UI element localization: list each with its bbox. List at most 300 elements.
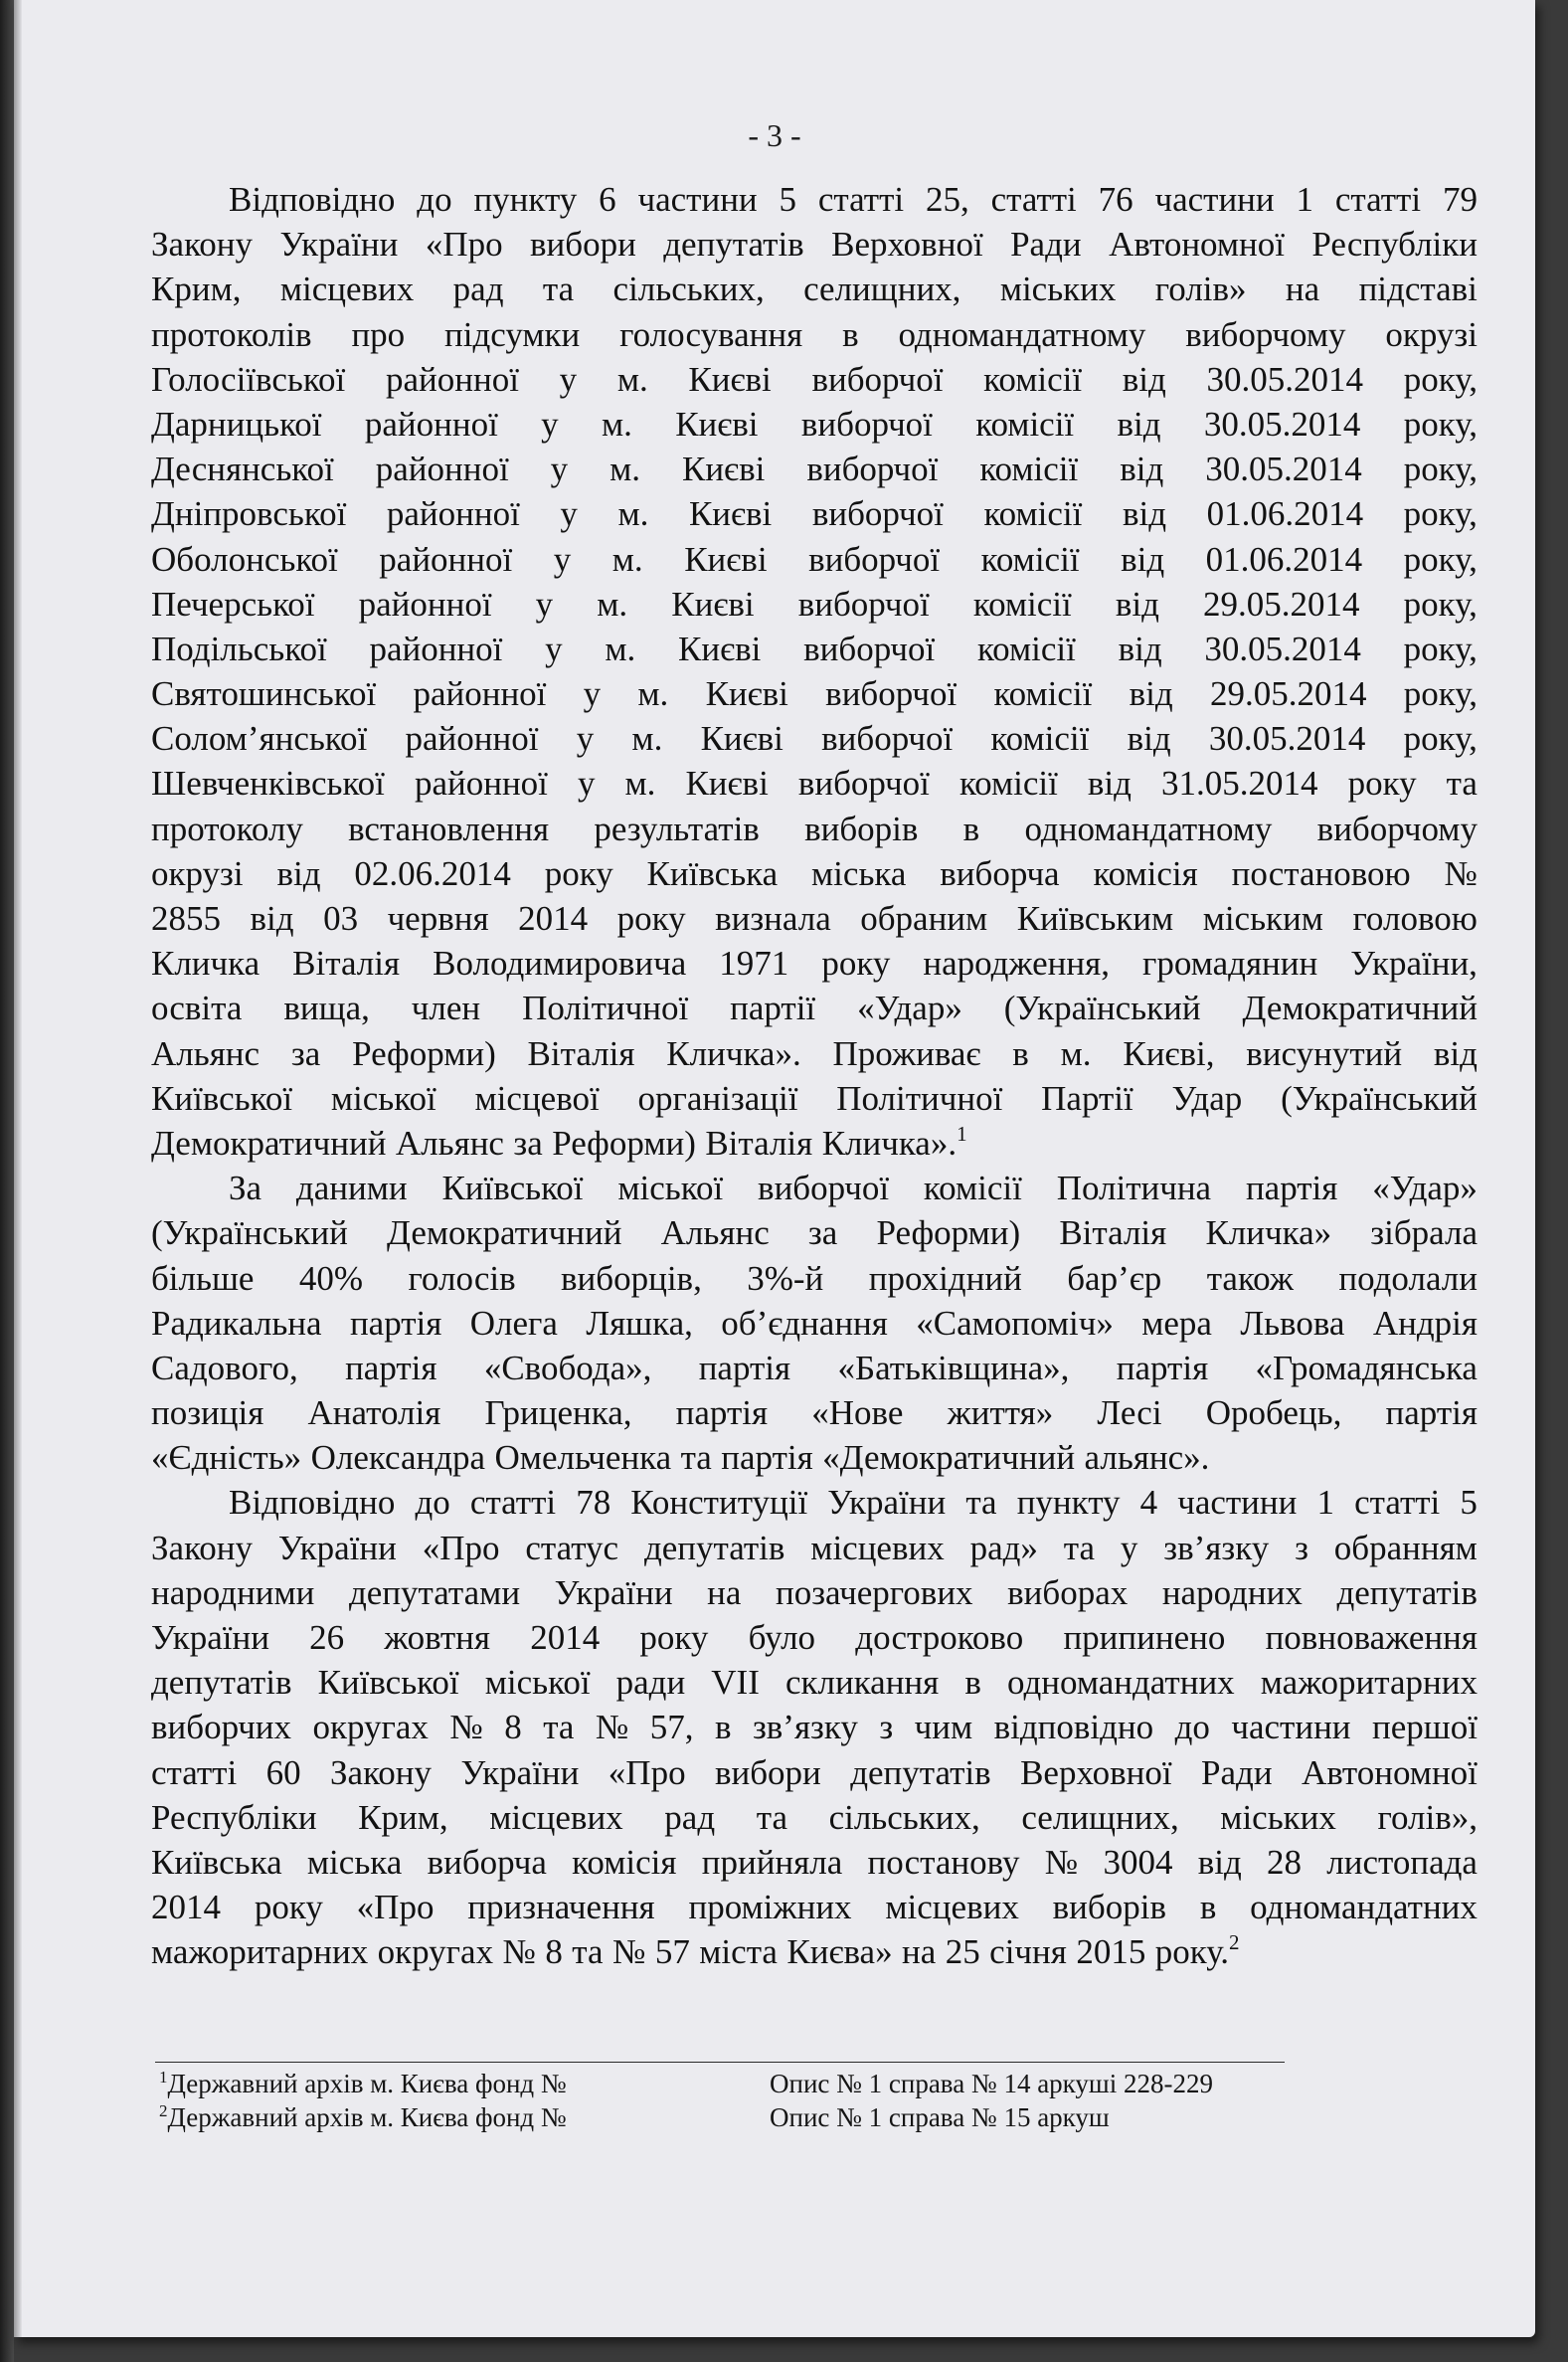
word: комісії — [958, 764, 1058, 804]
word: 57 — [654, 1932, 690, 1972]
word: міської — [484, 1663, 591, 1703]
word: та — [680, 1438, 712, 1478]
word: жовтня — [384, 1618, 490, 1657]
word: округах — [312, 1708, 429, 1747]
word: у — [583, 674, 602, 714]
word: виборчої — [821, 719, 954, 759]
word: прохідний — [868, 1258, 1022, 1298]
word: мера — [1141, 1303, 1212, 1343]
paragraph-1-line — [151, 1121, 1478, 1166]
word: 1971 — [719, 944, 789, 984]
word: зібрала — [1370, 1213, 1478, 1253]
word: одномандатному — [898, 314, 1146, 354]
paragraph-3-line — [151, 1705, 1478, 1749]
word: частини — [637, 180, 758, 219]
word: За — [229, 1169, 262, 1208]
footnote-2-reference: Опис № 1 справа № 15 аркуш — [770, 2102, 1110, 2132]
word: протоколу — [151, 809, 303, 848]
paragraph-1-line — [151, 761, 1478, 806]
paragraph-2-line — [151, 1166, 1478, 1210]
word: місцевої — [474, 1078, 600, 1118]
word: та — [543, 1708, 575, 1747]
paragraph-2-line — [151, 1301, 1478, 1346]
word: 60 — [265, 1752, 301, 1792]
paragraph-1-line — [151, 537, 1478, 582]
word: округах — [377, 1932, 494, 1972]
word: № — [502, 1932, 536, 1972]
word: України, — [1350, 944, 1478, 984]
paragraph-1-line — [151, 1031, 1478, 1076]
word: районної — [414, 764, 548, 804]
word: «Демократичний — [822, 1438, 1076, 1478]
word: виборча — [940, 853, 1060, 893]
word: Реформи) — [352, 1033, 496, 1073]
word: на — [902, 1932, 937, 1972]
word: Київська — [151, 1842, 282, 1882]
word: мажоритарних — [1260, 1663, 1478, 1703]
word: року.$^2$ — [1154, 1930, 1240, 1972]
word: 79 — [1442, 180, 1478, 219]
footnote-2-mark: 2 — [159, 2101, 168, 2120]
word: сільських, — [612, 270, 765, 309]
word: комісії — [979, 450, 1079, 489]
word: альянс». — [1084, 1438, 1210, 1478]
word: 6 — [599, 180, 616, 219]
word: року — [1347, 764, 1417, 804]
word: обранням — [1333, 1528, 1478, 1567]
word: Закону — [151, 225, 254, 265]
word: вища, — [283, 989, 370, 1028]
word: 2015 — [1076, 1932, 1146, 1972]
word: Ради — [1201, 1752, 1273, 1792]
word: Демократичний — [1242, 989, 1478, 1028]
paragraph-1-line — [151, 312, 1478, 357]
word: міських — [999, 270, 1117, 309]
word: Кличка».$^1$ — [821, 1121, 967, 1163]
word: партія — [1245, 1169, 1338, 1208]
word: Політичної — [836, 1078, 1003, 1118]
word: Республіки — [1311, 225, 1478, 265]
word: м. — [617, 494, 649, 534]
word: виборчої — [797, 764, 930, 804]
word: Києві — [671, 584, 755, 624]
footnote-separator — [155, 2062, 1285, 2063]
paragraph-1-line — [151, 716, 1478, 761]
paragraph-1-line — [151, 402, 1478, 447]
word: Святошинської — [151, 674, 377, 714]
word: Києва» — [786, 1932, 893, 1972]
footnote-1-source — [159, 2069, 567, 2098]
word: міста — [699, 1932, 778, 1972]
word: вибори — [530, 225, 636, 265]
word: за — [807, 1213, 838, 1253]
word: року — [821, 944, 891, 984]
paragraph-1-line — [151, 1076, 1478, 1121]
word: у — [535, 584, 554, 624]
word: повноваження — [1265, 1618, 1478, 1657]
word: від — [1122, 494, 1166, 534]
word: Шевченківської — [151, 764, 385, 804]
word: статті — [1334, 180, 1422, 219]
word: 31.05.2014 — [1161, 764, 1318, 804]
word: місцевих — [810, 1528, 945, 1567]
word: комісії — [983, 494, 1083, 534]
word: голів» — [1154, 270, 1247, 309]
word: рад — [452, 270, 504, 309]
paragraph-3-line — [151, 1570, 1478, 1615]
word: від — [1129, 674, 1173, 714]
word: 25 — [945, 1932, 980, 1972]
word: головою — [1352, 899, 1478, 938]
word: «Удар» — [857, 989, 962, 1028]
word: 28 — [1267, 1842, 1303, 1882]
word: виборчої — [825, 674, 958, 714]
paragraph-1-line — [151, 807, 1478, 851]
word: районної — [364, 404, 498, 444]
word: червня — [387, 899, 489, 938]
word: Києві — [678, 629, 762, 668]
word: у — [541, 404, 559, 444]
word: м. — [637, 674, 669, 714]
word: місцевих — [279, 270, 415, 309]
word: Ради — [1010, 225, 1082, 265]
word: партія — [721, 1438, 813, 1478]
word: Печерської — [151, 584, 315, 624]
word: виборах — [1007, 1572, 1129, 1612]
paragraph-3-line — [151, 1840, 1478, 1885]
word: голосування — [619, 314, 803, 354]
word: статті — [990, 180, 1077, 219]
word: у — [560, 494, 578, 534]
word: року, — [1403, 629, 1478, 668]
word: «Батьківщина», — [837, 1348, 1070, 1387]
word: у — [553, 539, 572, 579]
word: від — [1118, 629, 1162, 668]
footnote-1-mark: 1 — [159, 2068, 168, 2087]
word: комісії — [983, 359, 1083, 399]
word: Андрія — [1372, 1303, 1478, 1343]
word: в — [964, 1663, 981, 1703]
word: в — [962, 809, 980, 848]
paragraph-2-line — [151, 1435, 1478, 1480]
word: 2014 — [151, 1888, 221, 1927]
word: до — [415, 1483, 450, 1523]
word: Альянс — [151, 1033, 261, 1073]
word: бар’єр — [1067, 1258, 1162, 1298]
word: позиція — [151, 1393, 264, 1433]
word: підставі — [1358, 270, 1478, 309]
word: партія — [349, 1303, 442, 1343]
word: «Свобода», — [483, 1348, 652, 1387]
word: статус — [525, 1528, 619, 1567]
word: м. — [597, 584, 628, 624]
word: у — [1120, 1528, 1138, 1567]
word: Альянс — [660, 1213, 770, 1253]
word: та — [965, 1483, 997, 1523]
word: Проживає — [832, 1033, 981, 1073]
word: депутатами — [348, 1572, 521, 1612]
word: (Український — [1281, 1078, 1478, 1118]
word: Альянс — [395, 1123, 504, 1163]
word: у — [576, 719, 595, 759]
word: року, — [1403, 494, 1478, 534]
word: Республіки — [151, 1797, 317, 1837]
word: на — [1285, 270, 1320, 309]
word: за — [513, 1123, 543, 1163]
word: Києві — [681, 450, 766, 489]
word: України — [277, 1528, 397, 1567]
word: Києві — [688, 359, 772, 399]
word: січня — [989, 1932, 1067, 1972]
word: Відповідно — [229, 1483, 396, 1523]
word: Олега — [469, 1303, 558, 1343]
word: у — [559, 359, 578, 399]
word: скликання — [784, 1663, 940, 1703]
word: Автономної — [1301, 1752, 1478, 1792]
word: № — [612, 1932, 646, 1972]
word: народними — [151, 1572, 315, 1612]
word: також — [1206, 1258, 1294, 1298]
word: 1 — [1316, 1483, 1334, 1523]
word: від — [1117, 404, 1161, 444]
word: м. — [616, 359, 648, 399]
word: чим — [914, 1708, 973, 1747]
word: Демократичний — [387, 1213, 622, 1253]
word: зв’язку — [1163, 1528, 1270, 1567]
word: комісія — [1093, 853, 1198, 893]
word: громадянин — [1142, 944, 1318, 984]
word: Політична — [1056, 1169, 1212, 1208]
word: було — [748, 1618, 816, 1657]
word: міським — [1202, 899, 1323, 938]
word: від — [1087, 764, 1132, 804]
word: до — [1174, 1708, 1210, 1747]
word: м. — [610, 450, 641, 489]
word: у — [577, 764, 596, 804]
word: 3%-й — [747, 1258, 824, 1298]
word: Крим, — [151, 270, 242, 309]
word: міських — [1220, 1797, 1336, 1837]
word: одномандатних — [1250, 1888, 1478, 1927]
word: одномандатних — [1006, 1663, 1235, 1703]
paragraph-3-line — [151, 1929, 1478, 1974]
word: Віталія — [292, 944, 401, 984]
paragraph-2-line — [151, 1390, 1478, 1435]
word: м. — [601, 404, 632, 444]
word: виборців, — [561, 1258, 702, 1298]
word: партія — [345, 1348, 437, 1387]
word: та — [572, 1932, 604, 1972]
word: в — [1012, 1033, 1029, 1073]
word: партія — [675, 1393, 769, 1433]
word: України — [554, 1572, 673, 1612]
word: виборчої — [806, 450, 939, 489]
word: районної — [375, 450, 509, 489]
word: Автономної — [1109, 225, 1285, 265]
word: комісії — [976, 629, 1076, 668]
word: в — [714, 1708, 732, 1747]
word: від — [276, 853, 321, 893]
word: у — [545, 629, 563, 668]
word: виборів — [1052, 1888, 1166, 1927]
word: визнала — [715, 899, 831, 938]
word: 3004 — [1103, 1842, 1173, 1882]
word: виборчої — [811, 494, 944, 534]
word: 02.06.2014 — [354, 853, 511, 893]
word: обраним — [860, 899, 988, 938]
word: статті — [1354, 1483, 1441, 1523]
paragraph-1-line — [151, 491, 1478, 536]
word: припинено — [1063, 1618, 1226, 1657]
word: пункту — [473, 180, 578, 219]
word: місцевих — [489, 1797, 623, 1837]
paragraph-3-line — [151, 1526, 1478, 1570]
word: виборча — [427, 1842, 547, 1882]
word: від — [1433, 1033, 1478, 1073]
word: депутатів — [850, 1752, 991, 1792]
word: м. — [1060, 1033, 1092, 1073]
word: Києві — [705, 674, 788, 714]
word: народження, — [923, 944, 1110, 984]
word: місцевих — [885, 1888, 1019, 1927]
paragraph-1-line — [151, 986, 1478, 1030]
word: комісії — [993, 674, 1093, 714]
word: 29.05.2014 — [1209, 674, 1367, 714]
word: більше — [151, 1258, 255, 1298]
word: міська — [306, 1842, 403, 1882]
word: Києві — [688, 494, 773, 534]
body-text — [151, 177, 1478, 1975]
word: 4 — [1139, 1483, 1158, 1523]
word: № — [449, 1708, 483, 1747]
word: Верховної — [1020, 1752, 1172, 1792]
word: депутатів — [643, 1528, 785, 1567]
word: районної — [386, 494, 520, 534]
word: депутатів — [1336, 1572, 1478, 1612]
word: України — [460, 1752, 580, 1792]
word: від — [1120, 450, 1164, 489]
paragraph-3-line — [151, 1885, 1478, 1929]
word: селищних, — [1021, 1797, 1179, 1837]
word: об’єднання — [721, 1303, 888, 1343]
word: від — [1122, 359, 1166, 399]
word: на — [707, 1572, 742, 1612]
word: виборчому — [1185, 314, 1346, 354]
word: районної — [358, 584, 492, 624]
word: в — [1199, 1888, 1217, 1927]
word: районної — [413, 674, 547, 714]
word: статті — [469, 1483, 557, 1523]
word: про — [351, 314, 406, 354]
word: районної — [385, 359, 519, 399]
word: 40% — [298, 1258, 364, 1298]
footnote-2-left: Державний архів м. Києва фонд № — [167, 2102, 567, 2132]
word: «Громадянська — [1255, 1348, 1478, 1387]
word: частини — [1177, 1483, 1298, 1523]
word: м. — [631, 719, 663, 759]
word: даними — [295, 1169, 408, 1208]
word: та — [1446, 764, 1478, 804]
word: мажоритарних — [151, 1932, 369, 1972]
word: та — [756, 1797, 787, 1837]
word: комісії — [923, 1169, 1022, 1208]
word: голосів — [408, 1258, 516, 1298]
paragraph-3-line — [151, 1480, 1478, 1525]
word: Віталія — [527, 1033, 635, 1073]
word: міської — [617, 1169, 724, 1208]
word: Демократичний — [151, 1123, 387, 1163]
word: виборчому — [1316, 809, 1478, 848]
page-number: - 3 - — [748, 117, 801, 153]
word: Омельченка — [494, 1438, 672, 1478]
word: Партії — [1041, 1078, 1133, 1118]
word: підсумки — [444, 314, 581, 354]
word: виборів — [804, 809, 919, 848]
paragraph-3-line — [151, 1795, 1478, 1840]
word: статті — [817, 180, 905, 219]
word: 8 — [545, 1932, 563, 1972]
word: подолали — [1338, 1258, 1478, 1298]
word: комісії — [972, 584, 1072, 624]
word: 78 — [576, 1483, 611, 1523]
word: Подільської — [151, 629, 327, 668]
word: 8 — [504, 1708, 522, 1747]
word: та — [1063, 1528, 1096, 1567]
word: партія — [1385, 1393, 1478, 1433]
word: статті — [151, 1752, 238, 1792]
word: освіта — [151, 989, 243, 1028]
paragraph-1-line — [151, 851, 1478, 896]
word: Київської — [441, 1169, 584, 1208]
word: 2855 — [151, 899, 221, 938]
word: районної — [369, 629, 503, 668]
word: вибори — [714, 1752, 821, 1792]
word: постановою — [1231, 853, 1411, 893]
word: голів», — [1377, 1797, 1478, 1837]
word: частини — [1231, 1708, 1351, 1747]
word: частини — [1154, 180, 1275, 219]
word: від — [1115, 584, 1159, 624]
word: народних — [1161, 1572, 1303, 1612]
word: сільських, — [828, 1797, 980, 1837]
word: Львова — [1240, 1303, 1345, 1343]
word: прийняла — [701, 1842, 843, 1882]
word: одномандатному — [1024, 809, 1273, 848]
word: року, — [1403, 539, 1478, 579]
footnote-reference-mark: 1 — [957, 1121, 967, 1146]
word: «Самопоміч» — [916, 1303, 1114, 1343]
paragraph-2-line — [151, 1346, 1478, 1390]
word: року, — [1403, 404, 1478, 444]
word: № — [1044, 1842, 1079, 1882]
word: «Нове — [811, 1393, 904, 1433]
word: (Український — [151, 1213, 348, 1253]
word: Крим, — [358, 1797, 448, 1837]
word: 5 — [1460, 1483, 1478, 1523]
word: від — [1121, 539, 1165, 579]
word: від — [250, 899, 294, 938]
word: 25, — [925, 180, 969, 219]
word: з — [1295, 1528, 1308, 1567]
word: Відповідно — [229, 180, 396, 219]
footnote-1-reference: Опис № 1 справа № 14 аркуші 228-229 — [770, 2069, 1213, 2098]
word: «Єдність» — [151, 1438, 302, 1478]
word: комісії — [980, 539, 1080, 579]
word: у — [550, 450, 569, 489]
word: листопада — [1326, 1842, 1478, 1882]
word: Київської — [151, 1078, 293, 1118]
word: Політичної — [522, 989, 689, 1028]
